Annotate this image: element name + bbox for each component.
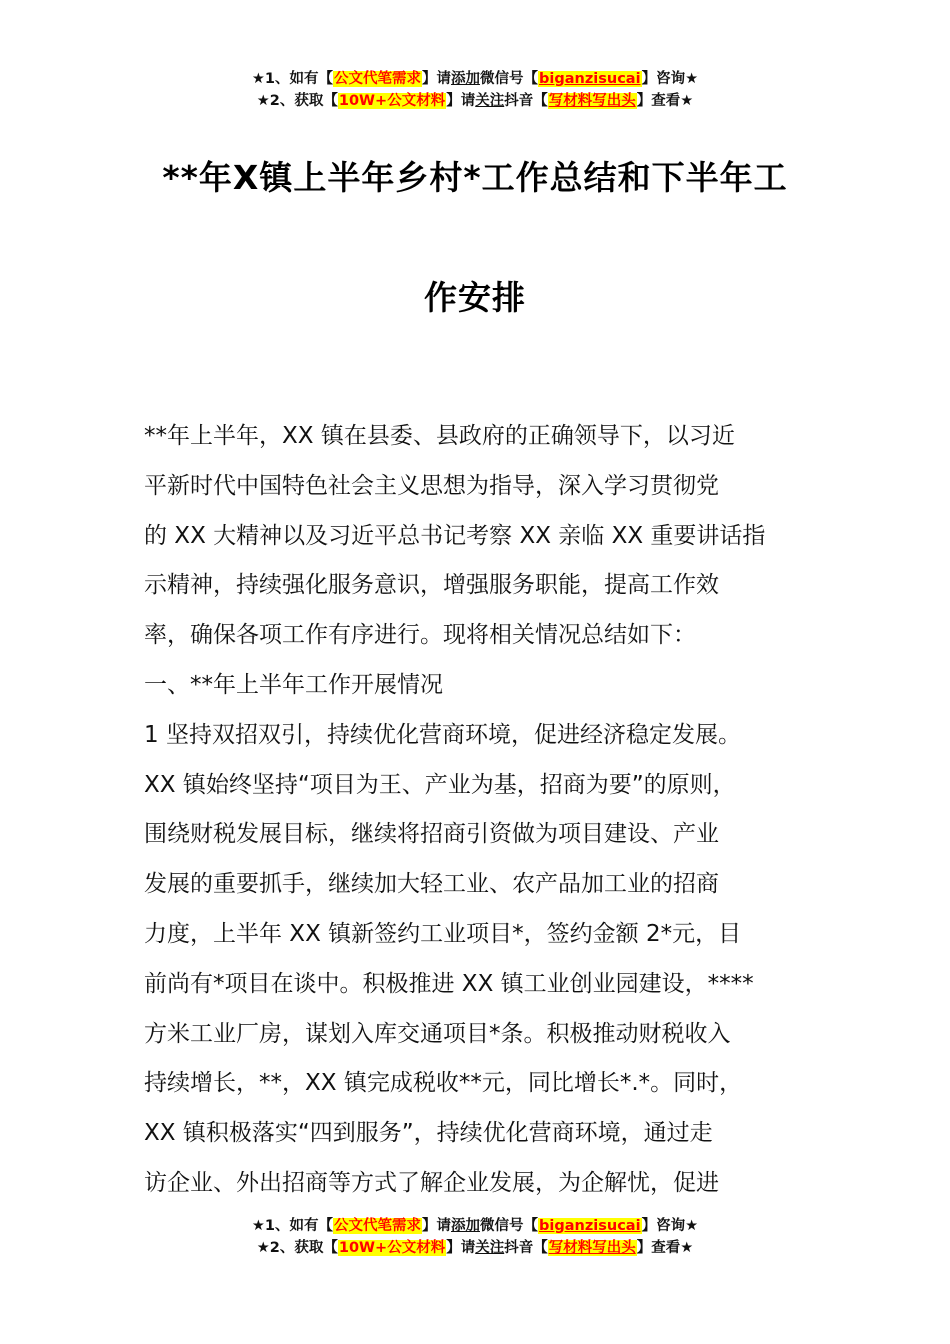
body-line: 力度，上半年 XX 镇新签约工业项目*，签约金额 2*元，目 <box>144 920 742 947</box>
banner-text: 抖音【 <box>504 1240 548 1256</box>
banner-highlight: 写材料写出头 <box>548 1240 636 1256</box>
banner-highlight: 写材料写出头 <box>548 93 636 109</box>
body-line: XX 镇积极落实“四到服务”，持续优化营商环境，通过走 <box>144 1120 713 1147</box>
body-line: 发展的重要抓手，继续加大轻工业、农产品加工业的招商 <box>144 871 719 898</box>
banner-highlight: biganzisucai <box>539 1218 641 1234</box>
banner-highlight: 10W+公文材料 <box>338 93 446 109</box>
body-line: XX 镇始终坚持“项目为王、产业为基，招商为要”的原则， <box>144 771 736 798</box>
body-line: 率，确保各项工作有序进行。现将相关情况总结如下： <box>144 622 696 649</box>
banner-underlined-text: 添加 <box>451 71 481 87</box>
banner-highlight: 10W+公文材料 <box>338 1240 446 1256</box>
banner-text: 】咨询★ <box>641 1218 699 1234</box>
body-line: 前尚有*项目在谈中。积极推进 XX 镇工业创业园建设，**** <box>144 970 754 997</box>
banner-text: ★2、获取【 <box>256 93 338 109</box>
banner-text: 】请 <box>446 1240 476 1256</box>
banner-line-2 <box>0 90 950 112</box>
banner-highlight: biganzisucai <box>539 71 641 87</box>
document-title-line-1: **年X镇上半年乡村*工作总结和下半年工 <box>162 158 788 197</box>
body-line: 的 XX 大精神以及习近平总书记考察 XX 亲临 XX 重要讲话指 <box>144 522 766 549</box>
header-banner <box>0 68 950 112</box>
banner-text: ★1、如有【 <box>251 71 334 87</box>
banner-highlight: 公文代笔需求 <box>334 71 422 87</box>
banner-text: 】请 <box>422 71 452 87</box>
banner-line-1 <box>0 68 950 90</box>
document-title-line-2: 作安排 <box>424 278 526 317</box>
body-line: 示精神，持续强化服务意识，增强服务职能，提高工作效 <box>144 572 719 599</box>
footer-banner <box>0 1215 950 1259</box>
body-line: 方米工业厂房，谋划入库交通项目*条。积极推动财税收入 <box>144 1020 731 1047</box>
body-line: **年上半年，XX 镇在县委、县政府的正确领导下，以习近 <box>144 423 735 449</box>
banner-text: 】查看★ <box>636 93 694 109</box>
banner-text: 】请 <box>422 1218 452 1234</box>
body-line: 一、**年上半年工作开展情况 <box>144 671 443 698</box>
banner-line-1 <box>0 1215 950 1237</box>
body-line: 访企业、外出招商等方式了解企业发展，为企解忧，促进 <box>144 1169 719 1196</box>
banner-highlight: 公文代笔需求 <box>334 1218 422 1234</box>
banner-underlined-text: 关注 <box>475 1240 505 1256</box>
banner-text: 】查看★ <box>636 1240 694 1256</box>
body-line: 平新时代中国特色社会主义思想为指导，深入学习贯彻党 <box>144 472 719 499</box>
banner-text: 抖音【 <box>504 93 548 109</box>
banner-underlined-text: 关注 <box>475 93 505 109</box>
body-line: 围绕财税发展目标，继续将招商引资做为项目建设、产业 <box>144 821 719 848</box>
document-body <box>144 412 844 1209</box>
banner-underlined-text: 添加 <box>451 1218 481 1234</box>
banner-text: 微信号【 <box>480 1218 539 1234</box>
banner-line-2 <box>0 1237 950 1259</box>
banner-text: ★2、获取【 <box>256 1240 338 1256</box>
body-line: 持续增长，**，XX 镇完成税收**元，同比增长*.*。同时， <box>144 1070 743 1097</box>
banner-text: 微信号【 <box>480 71 539 87</box>
body-line: 1 坚持双招双引，持续优化营商环境，促进经济稳定发展。 <box>144 721 741 748</box>
banner-text: 】咨询★ <box>641 71 699 87</box>
banner-text: 】请 <box>446 93 476 109</box>
banner-text: ★1、如有【 <box>251 1218 334 1234</box>
